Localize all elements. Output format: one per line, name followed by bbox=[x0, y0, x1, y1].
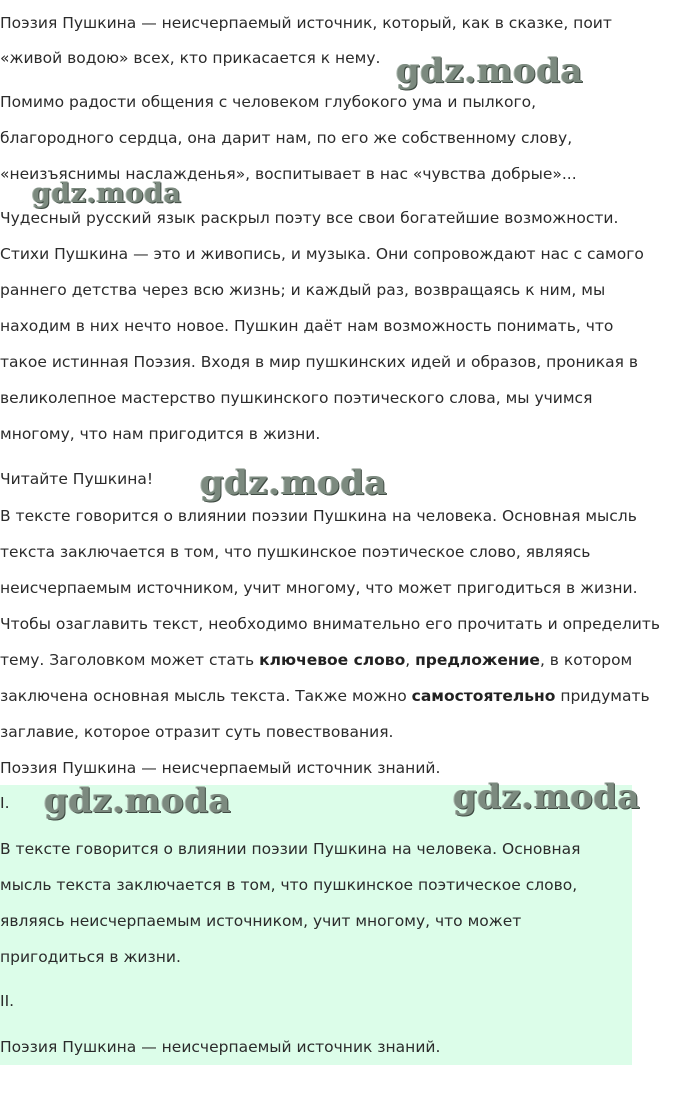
text-line: раннего детства через всю жизнь; и каждый раз, возвращаясь к ним, мы bbox=[0, 281, 606, 299]
text-line: многому, что нам пригодится в жизни. bbox=[0, 425, 321, 443]
text-line: Помимо радости общения с человеком глубокого ума и пылкого, bbox=[0, 93, 537, 111]
watermark: gdz.moda bbox=[44, 781, 232, 821]
text-line: В тексте говорится о влиянии поэзии Пушкина на человека. Основная мысль bbox=[0, 507, 637, 525]
text-line: Поэзия Пушкина — неисчерпаемый источник, который, как в сказке, поит bbox=[0, 14, 612, 32]
text-line: находим в них нечто новое. Пушкин даёт нам возможность понимать, что bbox=[0, 317, 614, 335]
watermark: gdz.moda bbox=[32, 178, 182, 209]
text-line: неисчерпаемым источником, учит многому, что может пригодиться в жизни. bbox=[0, 579, 638, 597]
text-line: Читайте Пушкина! bbox=[0, 470, 154, 488]
text-line: В тексте говорится о влиянии поэзии Пушкина на человека. Основная bbox=[0, 840, 581, 858]
text-line bbox=[0, 686, 650, 706]
text-run: , в котором bbox=[539, 651, 633, 669]
text-line: «неизъяснимы наслажденья», воспитывает в нас «чувства добрые»... bbox=[0, 165, 577, 183]
text-line bbox=[0, 650, 632, 670]
text-run: тему. Заголовком может стать bbox=[0, 651, 260, 669]
text-run: придумать bbox=[555, 687, 650, 705]
watermark: gdz.moda bbox=[396, 51, 584, 91]
bold-keyword: ключевое слово bbox=[259, 651, 406, 669]
text-run: , bbox=[405, 651, 416, 669]
text-line: благородного сердца, она дарит нам, по его же собственному слову, bbox=[0, 129, 573, 147]
text-line: Чудесный русский язык раскрыл поэту все свои богатейшие возможности. bbox=[0, 209, 619, 227]
text-line: заглавие, которое отразит суть повествования. bbox=[0, 723, 394, 741]
bold-keyword: самостоятельно bbox=[411, 687, 556, 705]
text-line: являясь неисчерпаемым источником, учит многому, что может bbox=[0, 912, 522, 930]
text-line: такое истинная Поэзия. Входя в мир пушкинских идей и образов, проникая в bbox=[0, 353, 638, 371]
bold-keyword: предложение bbox=[415, 651, 540, 669]
answer-number: II. bbox=[0, 992, 15, 1010]
watermark: gdz.moda bbox=[200, 463, 388, 503]
text-line: текста заключается в том, что пушкинское поэтическое слово, являясь bbox=[0, 543, 591, 561]
answer-number: I. bbox=[0, 794, 10, 812]
text-line: Стихи Пушкина — это и живопись, и музыка. Они сопровождают нас с самого bbox=[0, 245, 644, 263]
text-line: «живой водою» всех, кто прикасается к нему. bbox=[0, 49, 381, 67]
text-line: мысль текста заключается в том, что пушкинское поэтическое слово, bbox=[0, 876, 578, 894]
text-line: Чтобы озаглавить текст, необходимо внимательно его прочитать и определить bbox=[0, 615, 660, 633]
text-run: заключена основная мысль текста. Также можно bbox=[0, 687, 412, 705]
watermark: gdz.moda bbox=[453, 777, 641, 817]
text-line: Поэзия Пушкина — неисчерпаемый источник знаний. bbox=[0, 759, 441, 777]
text-line: Поэзия Пушкина — неисчерпаемый источник знаний. bbox=[0, 1038, 441, 1056]
text-line: великолепное мастерство пушкинского поэтического слова, мы учимся bbox=[0, 389, 593, 407]
text-line: пригодиться в жизни. bbox=[0, 948, 181, 966]
